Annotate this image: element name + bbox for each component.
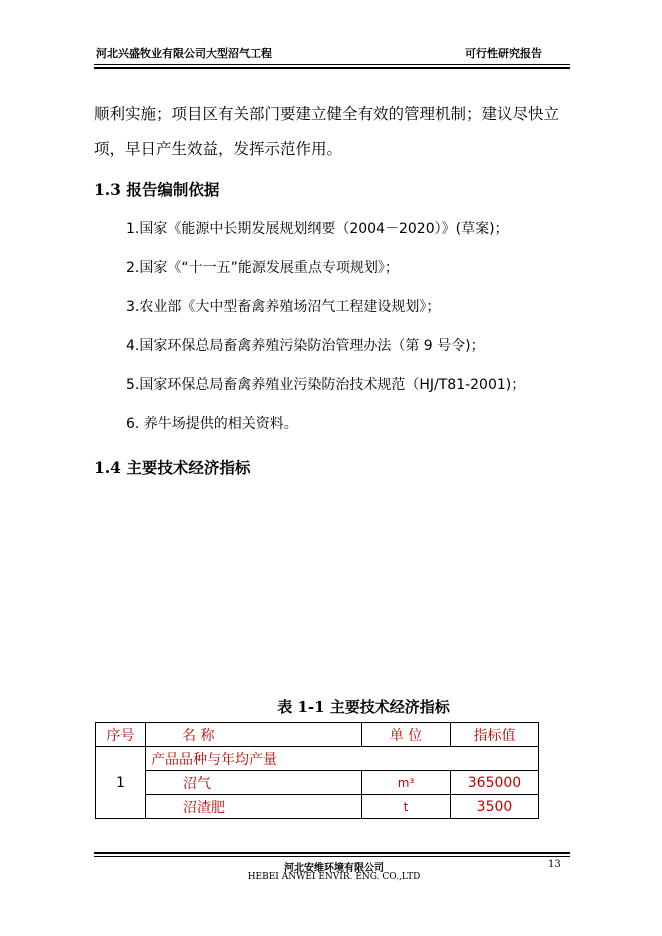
- item-unit: t: [362, 795, 451, 819]
- group-number: 1: [96, 747, 146, 819]
- item-value: 3500: [451, 795, 539, 819]
- table-row: [96, 795, 539, 819]
- header-unit: 单 位: [362, 723, 451, 747]
- reference-item: 6. 养牛场提供的相关资料。: [126, 416, 298, 432]
- item-name: 沼渣肥: [146, 795, 362, 819]
- indicators-table: [95, 722, 539, 819]
- table-caption: 表 1-1 主要技术经济指标: [277, 698, 450, 716]
- table-row: [96, 771, 539, 795]
- header-rule: [94, 64, 570, 65]
- group-title: 产品品种与年均产量: [146, 747, 539, 771]
- paragraph-line-1: 顺利实施；项目区有关部门要建立健全有效的管理机制；建议尽快立: [94, 105, 560, 123]
- reference-item: 3.农业部《大中型畜禽养殖场沼气工程建设规划》；: [126, 299, 441, 315]
- page-number: 13: [548, 859, 561, 870]
- header-project-title: 河北兴盛牧业有限公司大型沼气工程: [96, 47, 272, 60]
- table-header-row: [96, 723, 539, 747]
- header-value: 指标值: [451, 723, 539, 747]
- footer-company-en: HEBEI ANWEI ENVIR. ENG. CO.,LTD: [247, 872, 421, 882]
- item-name: 沼气: [146, 771, 362, 795]
- reference-item: 4.国家环保总局畜禽养殖污染防治管理办法（第 9 号令)；: [126, 338, 485, 354]
- footer-rule-thick: [94, 852, 570, 854]
- table-group-row: [96, 747, 539, 771]
- item-value: 365000: [451, 771, 539, 795]
- header-no: 序号: [96, 723, 146, 747]
- header-report-type: 可行性研究报告: [465, 47, 542, 60]
- reference-item: 2.国家《“十一五”能源发展重点专项规划》；: [126, 260, 399, 276]
- header-rule-thick: [94, 67, 570, 69]
- section-heading-1-4: 1.4 主要技术经济指标: [94, 458, 251, 477]
- reference-item: 5.国家环保总局畜禽养殖业污染防治技术规范（HJ/T81-2001)；: [126, 377, 526, 393]
- page-header: [94, 45, 570, 61]
- header-name: 名 称: [146, 723, 362, 747]
- footer-company: 河北安维环境有限公司: [284, 863, 384, 874]
- reference-item: 1.国家《能源中长期发展规划纲要（2004－2020）》(草案)；: [126, 221, 509, 237]
- paragraph-line-2: 项，早日产生效益，发挥示范作用。: [94, 140, 343, 158]
- item-unit: m³: [362, 771, 451, 795]
- footer-rule: [94, 856, 570, 857]
- section-heading-1-3: 1.3 报告编制依据: [94, 180, 220, 199]
